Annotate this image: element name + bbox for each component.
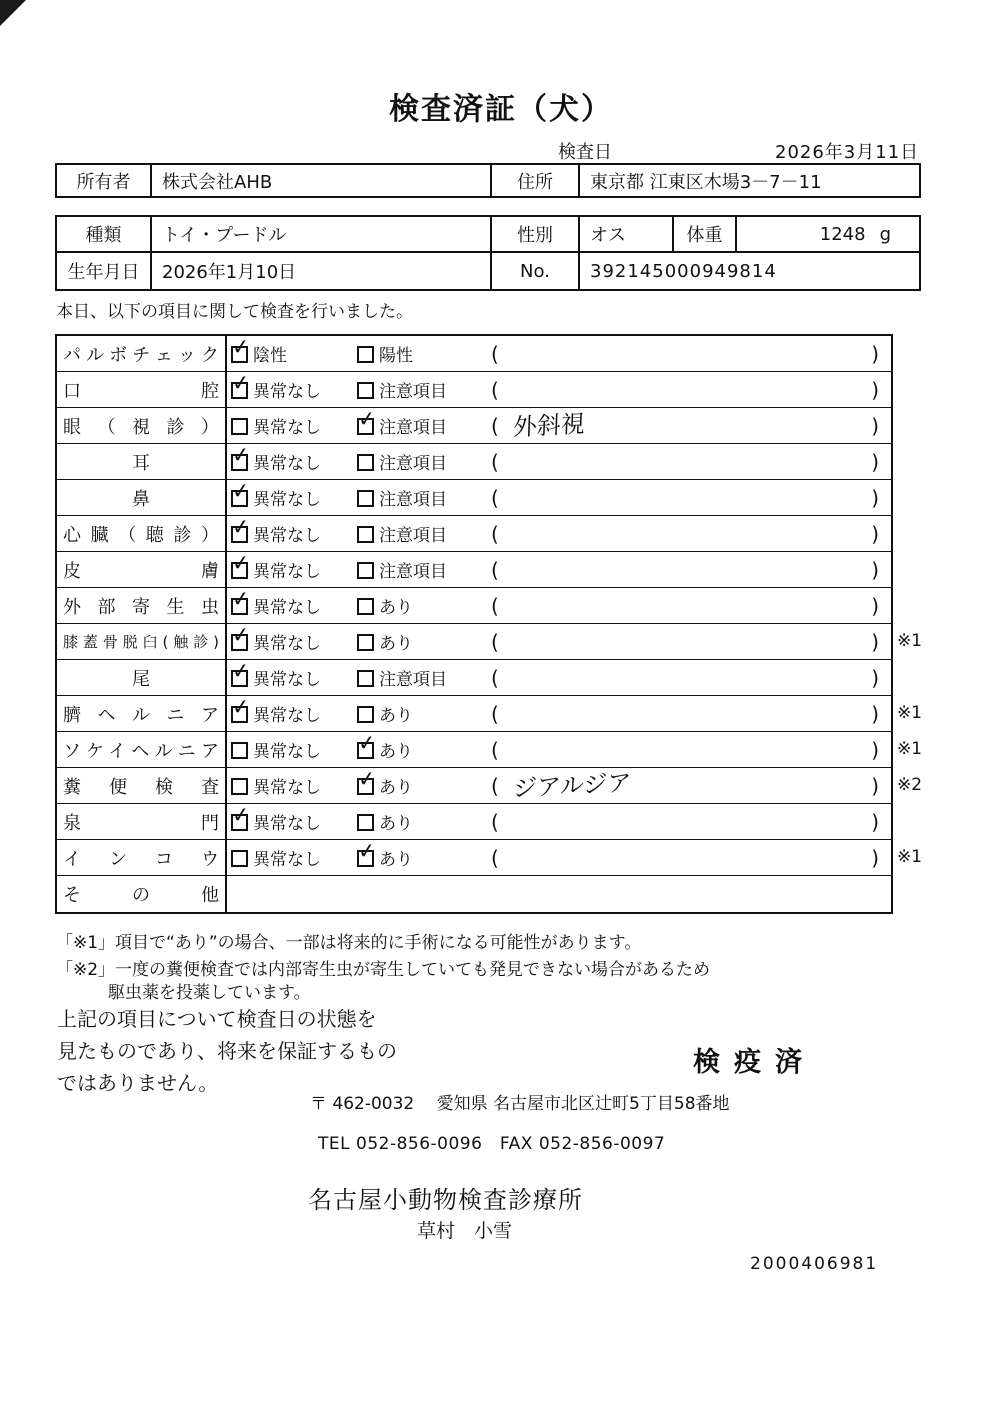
checkbox-icon [357, 526, 374, 543]
table-row-parvo [57, 333, 891, 372]
option2-label: 注意項目 [379, 526, 447, 546]
option2 [357, 557, 485, 582]
option1-label: 異常なし [253, 706, 321, 726]
pet-info-row-2 [57, 253, 919, 289]
checkbox-icon [357, 454, 374, 471]
table-row-umbilical-hernia [57, 693, 923, 732]
option2 [357, 449, 485, 474]
item-label: 心臓（聴診） [63, 524, 219, 546]
option1 [231, 773, 357, 798]
close-paren: ) [871, 737, 879, 762]
option2-label: あり [379, 634, 413, 654]
option2-label: 注意項目 [379, 418, 447, 438]
option2 [357, 593, 485, 618]
no-label: No. [492, 253, 580, 289]
breed-value: トイ・プードル [152, 217, 492, 251]
pet-info-table [55, 215, 921, 291]
option1 [231, 413, 357, 438]
table-row-patella [57, 621, 923, 660]
owner-value: 株式会社AHB [152, 165, 492, 196]
handwritten-note [485, 892, 499, 893]
intro-statement: 本日、以下の項目に関して検査を行いました。 [56, 302, 413, 322]
option2 [357, 341, 485, 366]
open-paren: ( [491, 773, 499, 798]
close-paren: ) [871, 845, 879, 870]
checkbox-icon [230, 369, 251, 399]
option2 [357, 665, 485, 690]
checkbox-icon [230, 441, 251, 471]
handwritten-note [499, 531, 513, 532]
checkbox-icon [356, 405, 377, 435]
table-row-fontanelle [57, 801, 891, 840]
option1 [230, 333, 357, 366]
handwritten-note [499, 387, 513, 388]
checkbox-icon [230, 333, 251, 363]
option1-label: 異常なし [253, 562, 321, 582]
reference-mark: ※2 [897, 775, 923, 795]
table-row-tail [57, 657, 891, 696]
option2 [356, 837, 485, 870]
footnote-1: 「※1」項目で“あり”の場合、一部は将来的に手術になる可能性があります。 [56, 933, 642, 953]
checkbox-icon [356, 765, 377, 795]
checkmark-icon: ✓ [230, 333, 251, 360]
option1-label: 異常なし [253, 670, 321, 690]
handwritten-note: 外斜視 [512, 409, 586, 442]
veterinarian-name: 草村 小雪 [417, 1220, 513, 1242]
owner-info-table [55, 163, 921, 198]
option1-label: 異常なし [253, 814, 321, 834]
close-paren: ) [871, 773, 879, 798]
item-label: 皮膚 [63, 560, 219, 582]
weight-unit: g [879, 223, 891, 245]
option2 [357, 809, 485, 834]
open-paren: ( [491, 413, 499, 438]
sex-label: 性別 [492, 217, 580, 251]
table-row-external-parasites [57, 585, 891, 624]
close-paren: ) [871, 485, 879, 510]
scan-artifact-corner [0, 0, 26, 26]
footnote-2-line1: 「※2」一度の糞便検査では内部寄生虫が寄生していても発見できない場合があるため [56, 960, 711, 980]
result-cell [227, 621, 891, 659]
option1 [230, 477, 357, 510]
result-cell [227, 801, 891, 839]
checkbox-icon [357, 562, 374, 579]
disclaimer-line-3: ではありません。 [57, 1071, 219, 1095]
option2-label: 注意項目 [379, 382, 447, 402]
checkmark-icon: ✓ [230, 585, 251, 612]
result-cell [227, 477, 891, 515]
item-label: 外部寄生虫 [63, 596, 219, 618]
open-paren: ( [491, 629, 499, 654]
checkbox-icon [230, 657, 251, 687]
option1 [230, 513, 357, 546]
option1-label: 異常なし [253, 778, 321, 798]
handwritten-note [499, 351, 513, 352]
checkbox-icon [356, 837, 377, 867]
checkmark-icon: ✓ [230, 621, 251, 648]
checkbox-icon [357, 706, 374, 723]
result-cell [227, 369, 891, 407]
checkbox-icon [231, 742, 248, 759]
item-label: 糞便検査 [63, 776, 219, 798]
open-paren: ( [491, 809, 499, 834]
weight-label: 体重 [674, 217, 737, 251]
option2 [357, 485, 485, 510]
open-paren: ( [491, 377, 499, 402]
checkmark-icon: ✓ [230, 549, 251, 576]
table-row-cryptorchidism [57, 837, 923, 876]
item-label: 泉門 [63, 812, 219, 834]
option2 [357, 629, 485, 654]
checkmark-icon: ✓ [230, 441, 251, 468]
close-paren: ) [871, 701, 879, 726]
item-name-cell [57, 768, 227, 803]
disclaimer-paragraph [57, 1003, 397, 1099]
option1-label: 異常なし [253, 526, 321, 546]
close-paren: ) [871, 377, 879, 402]
item-name-cell [57, 624, 227, 659]
option1 [230, 693, 357, 726]
option1 [230, 441, 357, 474]
checkmark-icon: ✓ [356, 837, 377, 864]
item-label: 眼（視診） [63, 416, 219, 438]
open-paren: ( [491, 737, 499, 762]
close-paren: ) [871, 449, 879, 474]
checkmark-icon: ✓ [230, 693, 251, 720]
result-cell [227, 837, 891, 875]
option1-label: 異常なし [253, 454, 321, 474]
handwritten-note [499, 567, 513, 568]
checkmark-icon: ✓ [230, 477, 251, 504]
result-cell [227, 657, 891, 695]
close-paren: ) [871, 413, 879, 438]
option2-label: あり [379, 742, 413, 762]
item-label: インコウ [63, 848, 219, 870]
item-name-cell [57, 336, 227, 371]
breed-label: 種類 [57, 217, 152, 251]
item-name-cell [57, 408, 227, 443]
handwritten-note: ジアルジア [512, 768, 632, 803]
checkmark-icon: ✓ [356, 729, 377, 756]
checkmark-icon: ✓ [230, 801, 251, 828]
option2-label: あり [379, 598, 413, 618]
table-row-eyes [57, 405, 891, 444]
result-cell [227, 513, 891, 551]
table-row-nose [57, 477, 891, 516]
checkmark-icon: ✓ [230, 657, 251, 684]
weight-cell [737, 217, 919, 251]
option2-label: あり [379, 850, 413, 870]
reference-mark: ※1 [897, 703, 923, 723]
option1 [231, 845, 357, 870]
checkmark-icon: ✓ [356, 765, 377, 792]
item-name-cell [57, 660, 227, 695]
inspection-date-label: 検査日 [558, 142, 612, 163]
option2 [357, 377, 485, 402]
option2 [357, 521, 485, 546]
checkmark-icon: ✓ [356, 405, 377, 432]
table-row-other [57, 876, 891, 912]
checkbox-icon [231, 778, 248, 795]
result-cell [227, 876, 891, 912]
handwritten-note [499, 711, 513, 712]
option1 [230, 549, 357, 582]
result-cell [227, 693, 891, 731]
close-paren: ) [871, 665, 879, 690]
close-paren: ) [871, 593, 879, 618]
footnote-2-line2: 駆虫薬を投薬しています。 [108, 983, 311, 1003]
option1-label: 異常なし [253, 598, 321, 618]
result-cell [227, 549, 891, 587]
table-row-oral [57, 369, 891, 408]
item-name-cell [57, 696, 227, 731]
checkbox-icon [230, 621, 251, 651]
option1 [230, 801, 357, 834]
result-cell [227, 405, 891, 443]
item-name-cell [57, 804, 227, 839]
option2-label: あり [379, 778, 413, 798]
item-label: 耳 [132, 452, 150, 474]
id-number-value: 392145000949814 [590, 260, 777, 282]
checkbox-icon [230, 549, 251, 579]
clinic-name: 名古屋小動物検査診療所 [308, 1186, 583, 1214]
item-name-cell [57, 732, 227, 767]
close-paren: ) [871, 341, 879, 366]
checkbox-icon [230, 585, 251, 615]
item-name-cell [57, 876, 227, 912]
item-label: その他 [63, 885, 219, 906]
disclaimer-line-2: 見たものであり、将来を保証するもの [57, 1039, 397, 1063]
item-name-cell [57, 588, 227, 623]
checkbox-icon [230, 513, 251, 543]
pet-info-row-1 [57, 217, 919, 253]
checkbox-icon [230, 801, 251, 831]
option1 [230, 621, 357, 654]
option2-label: 注意項目 [379, 670, 447, 690]
handwritten-note [499, 495, 513, 496]
option1-label: 陰性 [253, 346, 287, 366]
open-paren: ( [491, 701, 499, 726]
checkbox-icon [356, 729, 377, 759]
checkbox-icon [357, 490, 374, 507]
checkbox-icon [357, 382, 374, 399]
option1-label: 異常なし [253, 418, 321, 438]
option1-label: 異常なし [253, 742, 321, 762]
item-label: ソケイヘルニア [63, 740, 219, 762]
close-paren: ) [871, 809, 879, 834]
option1 [231, 737, 357, 762]
sex-value: オス [580, 217, 674, 251]
option1-label: 異常なし [253, 634, 321, 654]
open-paren: ( [491, 521, 499, 546]
open-paren: ( [491, 593, 499, 618]
close-paren: ) [871, 557, 879, 582]
address-label: 住所 [492, 165, 580, 196]
item-name-cell [57, 516, 227, 551]
checkmark-icon: ✓ [230, 369, 251, 396]
table-row-ears [57, 441, 891, 480]
item-name-cell [57, 552, 227, 587]
item-name-cell [57, 840, 227, 875]
inspection-date-value: 2026年3月11日 [775, 142, 920, 163]
item-label: 臍ヘルニア [63, 704, 219, 726]
item-label: 口腔 [63, 380, 219, 402]
open-paren: ( [491, 449, 499, 474]
item-name-cell [57, 372, 227, 407]
checkbox-icon [357, 670, 374, 687]
option1-label: 異常なし [253, 850, 321, 870]
option2-label: 注意項目 [379, 454, 447, 474]
checkbox-icon [357, 634, 374, 651]
clinic-tel-fax: TEL 052-856-0096 FAX 052-856-0097 [318, 1134, 666, 1154]
option1-label: 異常なし [253, 382, 321, 402]
checkbox-icon [357, 346, 374, 363]
item-label: 膝蓋骨脱臼(触診) [63, 633, 219, 651]
clinic-postal-address: 〒 462-0032 愛知県 名古屋市北区辻町5丁目58番地 [310, 1094, 730, 1114]
open-paren: ( [491, 341, 499, 366]
item-name-cell [57, 480, 227, 515]
close-paren: ) [871, 629, 879, 654]
option2-label: あり [379, 814, 413, 834]
option1 [230, 657, 357, 690]
option1 [230, 369, 357, 402]
handwritten-note [499, 855, 513, 856]
open-paren: ( [491, 665, 499, 690]
item-label: 鼻 [132, 488, 150, 510]
disclaimer-line-1: 上記の項目について検査日の状態を [57, 1007, 377, 1031]
result-cell [227, 585, 891, 623]
page-title: 検査済証（犬） [389, 92, 613, 127]
option2-label: 注意項目 [379, 490, 447, 510]
checkbox-icon [231, 850, 248, 867]
handwritten-note [499, 459, 513, 460]
reference-mark: ※1 [897, 631, 923, 651]
result-cell [227, 441, 891, 479]
option2-label: 陽性 [379, 346, 413, 366]
checkbox-icon [231, 418, 248, 435]
address-value: 東京都 江東区木場3－7－11 [590, 171, 822, 193]
quarantine-passed-stamp: 検疫済 [693, 1047, 816, 1078]
handwritten-note [499, 639, 513, 640]
option2-label: あり [379, 706, 413, 726]
option2-label: 注意項目 [379, 562, 447, 582]
item-label: パルボチェック [63, 344, 219, 366]
open-paren: ( [491, 485, 499, 510]
owner-label: 所有者 [57, 165, 152, 196]
checkmark-icon: ✓ [230, 513, 251, 540]
table-row-heart [57, 513, 891, 552]
open-paren: ( [491, 845, 499, 870]
checkbox-icon [357, 598, 374, 615]
handwritten-note [499, 819, 513, 820]
checkbox-icon [230, 693, 251, 723]
option2 [356, 729, 485, 762]
handwritten-note [499, 603, 513, 604]
result-cell [227, 729, 891, 767]
inspection-table [55, 333, 923, 914]
result-cell [227, 333, 891, 371]
close-paren: ) [871, 521, 879, 546]
table-row-fecal-exam [57, 765, 923, 804]
birthdate-label: 生年月日 [57, 253, 152, 289]
reference-mark: ※1 [897, 847, 923, 867]
option2 [356, 765, 485, 798]
weight-value: 1248 [819, 223, 866, 245]
option2 [356, 405, 485, 438]
checkbox-icon [230, 477, 251, 507]
checkbox-icon [357, 814, 374, 831]
handwritten-note [499, 747, 513, 748]
table-row-inguinal-hernia [57, 729, 923, 768]
serial-number: 2000406981 [750, 1254, 879, 1274]
result-cell [227, 765, 891, 803]
table-row-skin [57, 549, 891, 588]
option2 [357, 701, 485, 726]
item-label: 尾 [132, 668, 150, 690]
reference-mark: ※1 [897, 739, 923, 759]
option1-label: 異常なし [253, 490, 321, 510]
birthdate-value: 2026年1月10日 [152, 253, 492, 289]
option1 [230, 585, 357, 618]
handwritten-note [499, 675, 513, 676]
item-name-cell [57, 444, 227, 479]
open-paren: ( [491, 557, 499, 582]
